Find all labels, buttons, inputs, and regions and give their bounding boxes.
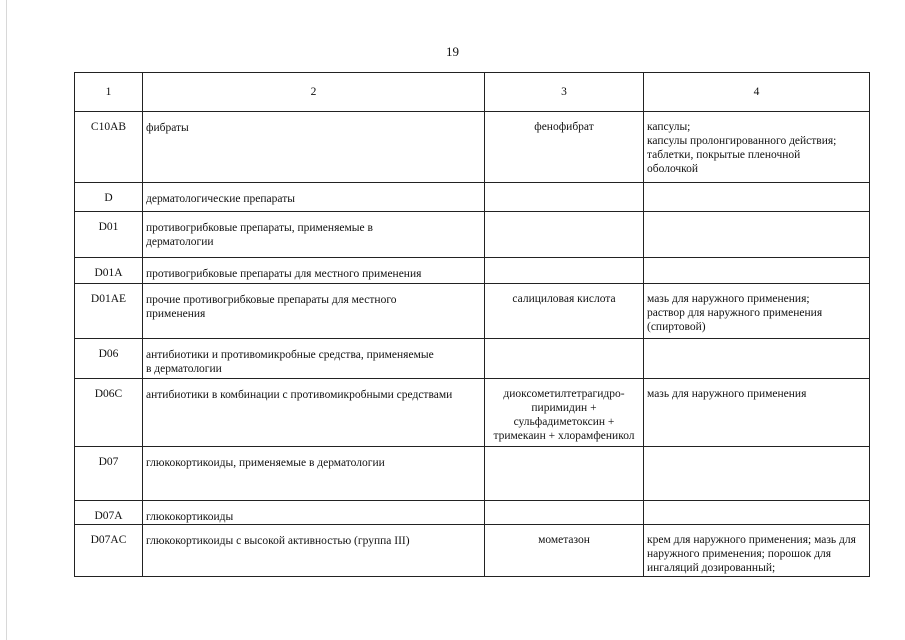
table-row — [75, 258, 870, 284]
drug-name — [485, 339, 644, 379]
header-cell-2: 2 — [143, 73, 485, 112]
group-name: противогрибковые препараты, применяемые в дерматологии — [143, 212, 485, 258]
dosage-form: мазь для наружного применения; раствор для наружного применения (спиртовой) — [644, 284, 870, 339]
table-row — [75, 339, 870, 379]
table-row — [75, 501, 870, 525]
drug-name — [485, 501, 644, 525]
dosage-form — [644, 339, 870, 379]
header-cell-3: 3 — [485, 73, 644, 112]
atc-code: D01A — [75, 258, 143, 284]
dosage-form — [644, 501, 870, 525]
drug-name — [485, 447, 644, 501]
header-cell-4: 4 — [644, 73, 870, 112]
drug-name: фенофибрат — [485, 112, 644, 183]
atc-code: D06C — [75, 379, 143, 447]
table-row — [75, 447, 870, 501]
atc-code: D07AC — [75, 525, 143, 577]
drug-name: салициловая кислота — [485, 284, 644, 339]
group-name: глюкокортикоиды с высокой активностью (группа III) — [143, 525, 485, 577]
dosage-form — [644, 258, 870, 284]
drug-name — [485, 258, 644, 284]
table-row — [75, 525, 870, 577]
dosage-form — [644, 447, 870, 501]
drug-name — [485, 183, 644, 212]
group-name: фибраты — [143, 112, 485, 183]
dosage-form: мазь для наружного применения — [644, 379, 870, 447]
drug-name: мометазон — [485, 525, 644, 577]
group-name: дерматологические препараты — [143, 183, 485, 212]
table-row — [75, 379, 870, 447]
table-row — [75, 212, 870, 258]
header-cell-1: 1 — [75, 73, 143, 112]
page-number: 19 — [446, 44, 459, 59]
group-name: глюкокортикоиды — [143, 501, 485, 525]
group-name: прочие противогрибковые препараты для местного применения — [143, 284, 485, 339]
table-row — [75, 284, 870, 339]
atc-code: D06 — [75, 339, 143, 379]
dosage-form: крем для наружного применения; мазь для наружного применения; порошок для ингаляций дозированный; — [644, 525, 870, 577]
atc-code: C10AB — [75, 112, 143, 183]
dosage-form — [644, 183, 870, 212]
group-name: антибиотики в комбинации с противомикробными средствами — [143, 379, 485, 447]
table-row — [75, 183, 870, 212]
page-edge-line — [6, 0, 7, 640]
atc-code: D07 — [75, 447, 143, 501]
atc-code: D07A — [75, 501, 143, 525]
drug-table — [74, 72, 870, 577]
atc-code: D — [75, 183, 143, 212]
dosage-form: капсулы; капсулы пролонгированного действия; таблетки, покрытые пленочной оболочкой — [644, 112, 870, 183]
drug-name — [485, 212, 644, 258]
atc-code: D01AE — [75, 284, 143, 339]
table-row — [75, 112, 870, 183]
atc-code: D01 — [75, 212, 143, 258]
dosage-form — [644, 212, 870, 258]
group-name: антибиотики и противомикробные средства, применяемые в дерматологии — [143, 339, 485, 379]
group-name: глюкокортикоиды, применяемые в дерматологии — [143, 447, 485, 501]
table-header-row — [75, 73, 870, 112]
drug-name: диоксометилтетрагидро- пиримидин + сульфадиметоксин + тримекаин + хлорамфеникол — [485, 379, 644, 447]
group-name: противогрибковые препараты для местного применения — [143, 258, 485, 284]
